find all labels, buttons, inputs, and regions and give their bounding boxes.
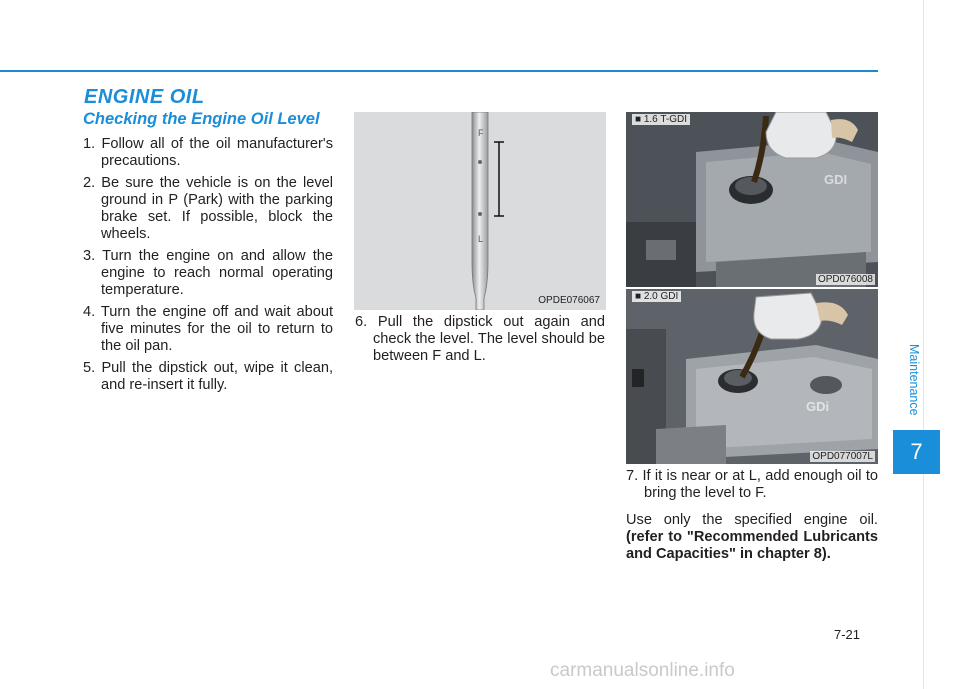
engine-illustration-1 — [626, 112, 878, 287]
step-4: 4. Turn the engine off and wait about five minutes for the oil to return to the oil pan. — [83, 304, 333, 354]
step-5: 5. Pull the dipstick out, wipe it clean, and re-insert it fully. — [83, 360, 333, 393]
step-7: 7. If it is near or at L, add enough oil to bring the level to F. — [626, 468, 878, 501]
watermark: carmanualsonline.info — [550, 660, 735, 681]
svg-text:GDI: GDI — [824, 172, 848, 187]
step-3: 3. Turn the engine on and allow the engine to reach normal operating temperature. — [83, 248, 333, 298]
section-title: ENGINE OIL — [84, 86, 205, 108]
engine-figure-1-6-tgdi — [626, 112, 878, 287]
step-7-column — [626, 468, 878, 563]
step-2: 2. Be sure the vehicle is on the level ground in P (Park) with the parking brake set. If possible, block the wheels. — [83, 175, 333, 242]
oil-note-reference: (refer to "Recommended Lubricants and Capacities" in chapter 8). — [626, 529, 878, 562]
engine-illustration-2 — [626, 289, 878, 464]
step-1: 1. Follow all of the oil manufacturer's precautions. — [83, 136, 333, 169]
step-6: 6. Pull the dipstick out again and check the level. The level should be between F and L. — [355, 314, 605, 364]
engine-2-figure-code: OPD077007L — [812, 451, 873, 462]
dipstick-figure-code: OPDE076067 — [538, 295, 600, 306]
side-rule — [923, 0, 924, 689]
dipstick-illustration — [354, 112, 606, 310]
chapter-tab[interactable]: 7 — [893, 430, 940, 474]
svg-text:L: L — [478, 234, 484, 244]
svg-text:GDi: GDi — [806, 399, 830, 414]
svg-text:F: F — [478, 128, 484, 138]
header-rule — [0, 70, 878, 72]
engine-1-tag: ■ 1.6 T-GDI — [632, 114, 690, 125]
step-6-column — [355, 314, 605, 370]
engine-figure-2-0-gdi — [626, 289, 878, 464]
chapter-side-label: Maintenance — [907, 344, 921, 416]
oil-note-plain: Use only the specified engine oil. — [626, 512, 878, 528]
oil-note — [626, 512, 878, 563]
engine-2-tag: ■ 2.0 GDI — [632, 291, 681, 302]
page-number: 7-21 — [834, 627, 861, 642]
sub-title: Checking the Engine Oil Level — [83, 110, 320, 128]
steps-left-column — [83, 136, 333, 399]
engine-1-figure-code: OPD076008 — [817, 274, 873, 285]
dipstick-figure — [354, 112, 606, 310]
